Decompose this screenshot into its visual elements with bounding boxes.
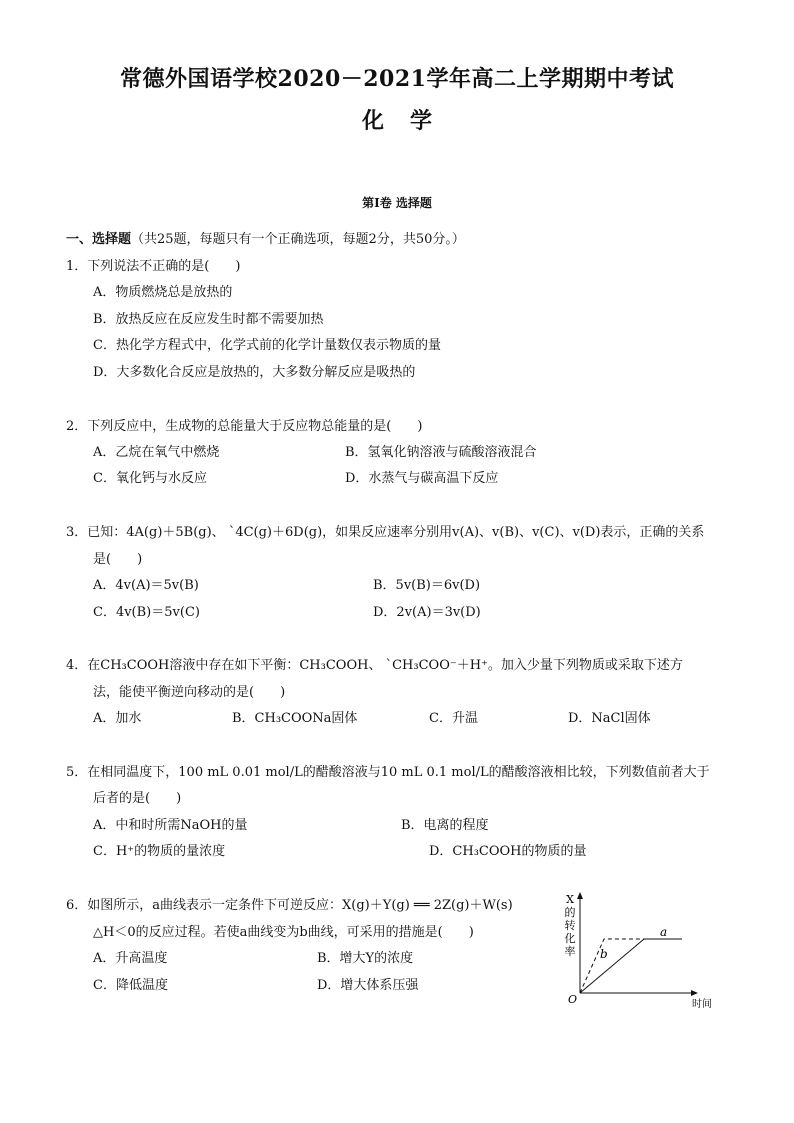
- section-note: （共25题，每题只有一个正确选项，每题2分，共50分。）: [131, 232, 465, 247]
- y-axis-arrow: [577, 892, 583, 899]
- q6-option-b: B．增大Y的浓度: [317, 951, 414, 966]
- q5-option-a: A．中和时所需NaOH的量: [93, 818, 248, 833]
- q3-option-a: A．4v(A)＝5v(B): [93, 578, 199, 593]
- q4-option-a: A．加水: [93, 711, 142, 726]
- subject-title: 化学: [361, 108, 458, 134]
- y-axis-label-char-1: X: [566, 893, 574, 906]
- y-axis-label-char-4: 化: [564, 932, 576, 945]
- section-label: 一、选择题: [66, 232, 132, 247]
- q1-option-a: A．物质燃烧总是放热的: [93, 285, 233, 300]
- q6-option-a: A．升高温度: [93, 951, 168, 966]
- curve-a: [580, 939, 682, 993]
- q2-option-a: A．乙烷在氧气中燃烧: [93, 445, 220, 460]
- q5-stem-line1: 5．在相同温度下，100 mL 0.01 mol/L的醋酸溶液与10 mL 0.1 mol/L的醋酸溶液相比较，下列数值前者大于: [66, 765, 710, 780]
- q3-option-c: C．4v(B)＝5v(C): [93, 605, 200, 620]
- q1-option-c: C．热化学方程式中，化学式前的化学计量数仅表示物质的量: [93, 338, 441, 353]
- q4-option-b: B．CH₃COONa固体: [232, 711, 358, 726]
- q1-option-b: B．放热反应在反应发生时都不需要加热: [93, 312, 324, 327]
- x-axis-label: 时间: [692, 999, 712, 1010]
- q6-option-d: D．增大体系压强: [317, 978, 419, 993]
- q2-option-b: B．氢氧化钠溶液与硫酸溶液混合: [345, 445, 537, 460]
- q4-stem-line2: 法，能使平衡逆向移动的是( ): [93, 685, 286, 700]
- y-axis-label-char-5: 率: [564, 945, 576, 958]
- q3-option-d: D．2v(A)＝3v(D): [373, 605, 481, 620]
- q3-stem-line2: 是( ): [93, 552, 143, 567]
- q4-option-d: D．NaCl固体: [568, 711, 651, 726]
- q1-stem: 1．下列说法不正确的是( ): [66, 259, 241, 274]
- q2-option-c: C．氧化钙与水反应: [93, 471, 207, 486]
- q4-stem-line1: 4．在CH₃COOH溶液中存在如下平衡：CH₃COOH、 `CH₃COO⁻＋H⁺。加入少量下列物质或采取下述方: [66, 658, 683, 673]
- q3-stem-line1: 3．已知：4A(g)＋5B(g)、 `4C(g)＋6D(g)，如果反应速率分别用v(A)、v(B)、v(C)、v(D)表示，正确的关系: [66, 525, 705, 540]
- exam-title: 常德外国语学校2020－2021学年高二上学期期中考试: [120, 66, 674, 92]
- q2-option-d: D．水蒸气与碳高温下反应: [345, 471, 499, 486]
- origin-label: O: [568, 993, 578, 1006]
- q5-option-c: C．H⁺的物质的量浓度: [93, 844, 226, 859]
- curve-a-label: a: [660, 925, 668, 939]
- q6-option-c: C．降低温度: [93, 978, 168, 993]
- part-title: 第Ⅰ卷 选择题: [362, 196, 432, 210]
- q2-stem: 2．下列反应中，生成物的总能量大于反应物总能量的是( ): [66, 419, 423, 434]
- q4-option-c: C．升温: [429, 711, 478, 726]
- q5-option-d: D．CH₃COOH的物质的量: [429, 844, 587, 859]
- q1-option-d: D．大多数化合反应是放热的，大多数分解反应是吸热的: [93, 365, 416, 380]
- conversion-rate-figure: [556, 890, 716, 1015]
- q5-stem-line2: 后者的是( ): [93, 791, 182, 806]
- x-axis-arrow: [691, 990, 698, 996]
- y-axis-label-char-3: 转: [564, 919, 576, 932]
- q5-option-b: B．电离的程度: [401, 818, 489, 833]
- q3-option-b: B．5v(B)＝6v(D): [373, 578, 481, 593]
- y-axis-label-char-2: 的: [564, 906, 576, 919]
- section-heading: [66, 231, 465, 249]
- curve-b-label: b: [600, 947, 608, 961]
- q6-stem-line1: 6．如图所示，a曲线表示一定条件下可逆反应：X(g)＋Y(g) ══ 2Z(g)＋W(s): [66, 898, 513, 913]
- q6-stem-line2: △H＜0的反应过程。若使a曲线变为b曲线，可采用的措施是( ): [93, 925, 474, 940]
